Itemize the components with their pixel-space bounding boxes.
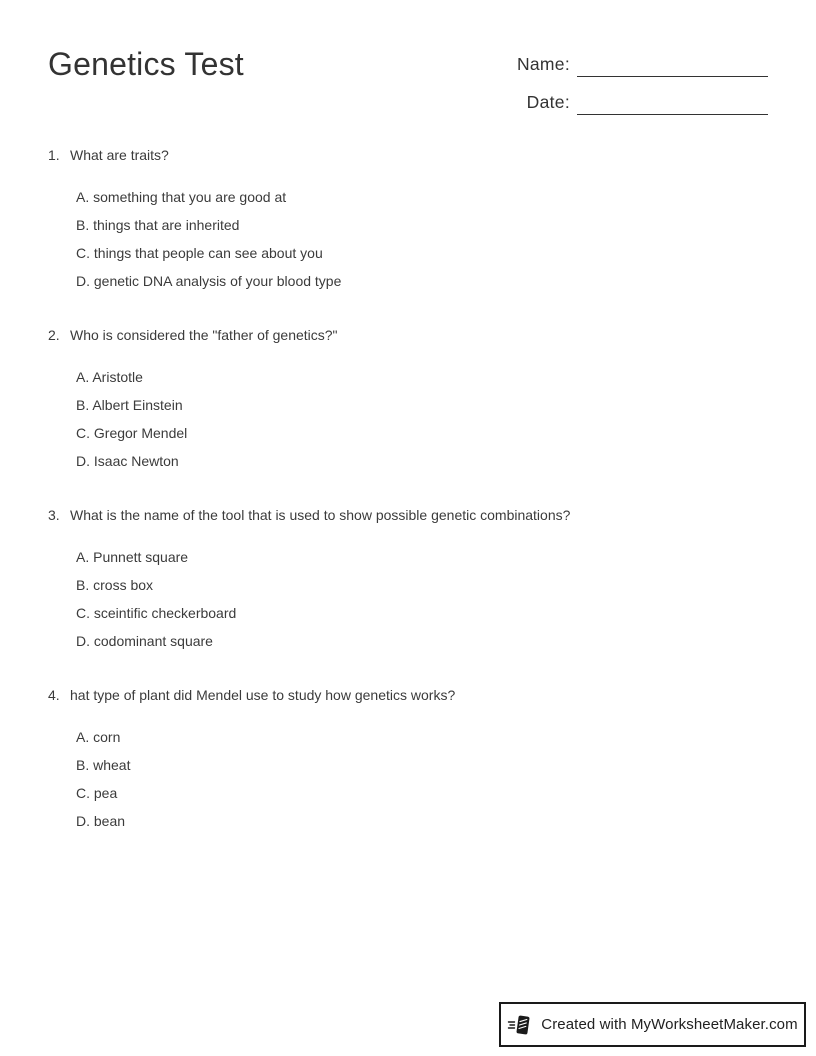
question-text-row	[48, 505, 776, 525]
name-blank-line	[577, 51, 768, 77]
question-text-row	[48, 325, 776, 345]
choice-a: A. Aristotle	[76, 369, 143, 385]
flying-worksheet-icon	[507, 1012, 533, 1038]
choice-c: C. Gregor Mendel	[76, 425, 188, 441]
date-row	[517, 85, 768, 115]
question-4	[48, 685, 776, 835]
question-text: What is the name of the tool that is used to show possible genetic combinations?	[70, 507, 571, 523]
choice-d: D. genetic DNA analysis of your blood type	[76, 273, 342, 289]
choice-b: B. Albert Einstein	[76, 397, 183, 413]
name-label: Name:	[516, 54, 570, 74]
choice-c: C. sceintific checkerboard	[76, 605, 237, 621]
choice-b: B. things that are inherited	[76, 217, 240, 233]
choice-a: A. Punnett square	[76, 549, 189, 565]
question-text-row	[48, 145, 776, 165]
question-text: Who is considered the "father of genetics?"	[70, 327, 338, 343]
page-title: Genetics Test	[48, 46, 244, 82]
choice-a: A. corn	[76, 729, 121, 745]
date-blank-line	[577, 89, 768, 115]
choice-d: D. codominant square	[76, 633, 213, 649]
choice-c: C. things that people can see about you	[76, 245, 323, 261]
question-number: 4.	[48, 687, 60, 703]
question-number: 1.	[48, 147, 60, 163]
choices-list	[76, 363, 776, 475]
questions-list	[48, 145, 776, 865]
question-text: What are traits?	[70, 147, 169, 163]
question-number: 3.	[48, 507, 60, 523]
question-text: hat type of plant did Mendel use to study how genetics works?	[70, 687, 456, 703]
choices-list	[76, 723, 776, 835]
choice-a: A. something that you are good at	[76, 189, 287, 205]
question-2	[48, 325, 776, 475]
credit-text: Created with MyWorksheetMaker.com	[541, 1016, 798, 1033]
choice-d: D. bean	[76, 813, 126, 829]
choices-list	[76, 183, 776, 295]
name-row	[517, 47, 768, 77]
choices-list	[76, 543, 776, 655]
date-label: Date:	[526, 92, 570, 112]
header-fill-ins	[517, 47, 768, 123]
question-3	[48, 505, 776, 655]
choice-b: B. wheat	[76, 757, 131, 773]
choice-b: B. cross box	[76, 577, 154, 593]
credit-badge[interactable]	[499, 1002, 806, 1047]
choice-c: C. pea	[76, 785, 118, 801]
question-text-row	[48, 685, 776, 705]
question-number: 2.	[48, 327, 60, 343]
question-1	[48, 145, 776, 295]
choice-d: D. Isaac Newton	[76, 453, 179, 469]
